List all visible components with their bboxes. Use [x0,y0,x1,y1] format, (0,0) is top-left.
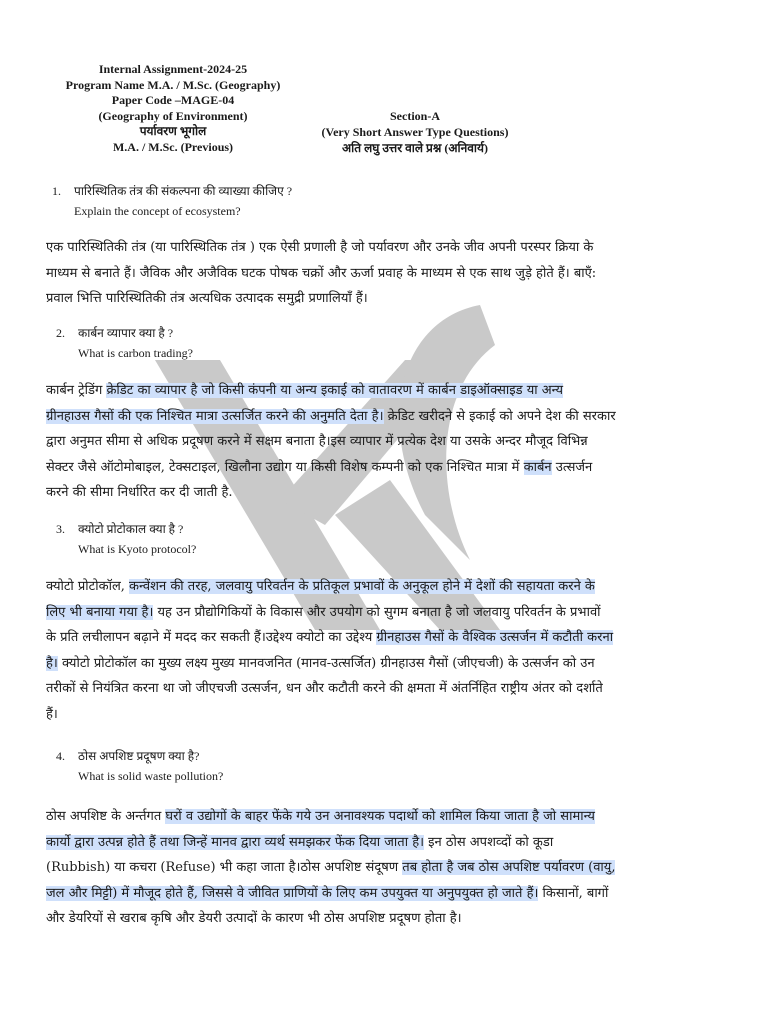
highlighted-text: ग्रीनहाउस गैसों की एक निश्चित मात्रा उत्सर्जित करने की अनुमति देता है। [46,408,384,424]
question-2 [56,323,193,363]
highlighted-text: घरों व उद्योगों के बाहर फेंके गये उन अनावश्यक पदार्थो को शामिल किया जाता है जो सामान्य [165,809,595,824]
answer-text: तरीकों से नियंत्रित करना था जो जीएचजी उत्सर्जन, धन और कटौती करने की क्षमता में अंतर्निहित राष्ट्रीय अंतर को दर्शाते [46,681,603,697]
answer-line [46,378,724,404]
question-hindi: ठोस अपशिष्ट प्रदूषण क्या है? [78,749,200,763]
answer-text: और डेयरियों से खराब कृषि और डेयरी उत्पादों के कारण भी ठोस अपशिष्ट प्रदूषण होता है। [46,911,462,927]
answer-text: क्रेडिट खरीदने से इकाई को अपने देश की सरकार [383,408,616,424]
answer-text: (Rubbish) या कचरा (Refuse) भी कहा जाता है।ठोस अपशिष्ट संदूषण [46,860,403,876]
section-subtitle: (Very Short Answer Type Questions) [321,125,509,139]
assignment-title: Internal Assignment-2024-25 [98,62,248,76]
question-1 [52,181,292,221]
answer-1 [46,235,724,312]
highlighted-text: कार्यो द्वारा उत्पन्न होते हैं तथा जिन्हें मानव द्वारा व्यर्थ समझकर फेंक दिया जाता है। [46,834,425,850]
answer-line [46,881,724,907]
question-number: 1. [52,184,61,198]
highlighted-text: लिए भी बनाया गया है। [46,604,154,620]
answer-line [46,261,724,287]
answer-3 [46,574,724,728]
answer-4 [46,804,724,932]
paper-subject: (Geography of Environment) [98,108,248,123]
question-hindi: पारिस्थितिक तंत्र की संकल्पना की व्याख्या कीजिए ? [74,184,293,198]
program-name: Program Name M.A. / M.Sc. (Geography) [65,77,281,92]
answer-text: ठोस अपशिष्ट के अर्न्तगत [46,809,166,824]
paper-subject-hindi: पर्यावरण भूगोल [139,124,207,138]
answer-text: इन ठोस अपशव्दों को कूडा [424,834,554,850]
highlighted-text: क्रेडिट का व्यापार है जो किसी कंपनी या अन्य इकाई को वातावरण में कार्बन डाइऑक्साइड या अन्य [106,383,564,398]
answer-line [46,235,724,261]
answer-text: किसानों, बागों [538,885,609,901]
paper-code: Paper Code –MAGE-04 [111,93,235,107]
question-number: 2. [56,326,65,340]
question-number: 3. [56,522,65,536]
question-english: What is Kyoto protocol? [78,542,197,556]
highlighted-text: जल और मिट्टी) में मौजूद होते हैं, जिससे वे जीवित प्राणियों के लिए कम उपयुक्त या अनुपयुक्त हो जाते हैं। [46,885,539,901]
answer-line [46,455,724,481]
highlighted-text: तब होता है जब ठोस अपशिष्ट पर्यावरण (वायु, [402,860,616,876]
answer-line [46,600,724,626]
section-header [300,108,530,156]
highlighted-text: कार्बन [523,459,552,475]
answer-line [46,625,724,651]
answer-text: माध्यम से बनाते हैं। जैविक और अजैविक घटक पोषक चक्रों और ऊर्जा प्रवाह के माध्यम से एक साथ जुड़े होते हैं। बाएँ: [46,265,597,281]
highlighted-text: है। [46,655,58,671]
question-hindi: क्योटो प्रोटोकाल क्या है ? [78,522,184,536]
course-level: M.A. / M.Sc. (Previous) [112,139,234,154]
answer-line [46,651,724,677]
answer-line [46,480,724,506]
highlighted-text: ग्रीनहाउस गैसों के वैश्विक उत्सर्जन में कटौती करना [376,630,614,646]
answer-line [46,404,724,430]
highlighted-text: कन्वेंशन की तरह, जलवायु परिवर्तन के प्रतिकूल प्रभावों के अनुकूल होने में देशों की सहायता करने के [129,579,595,594]
answer-text: करने की सीमा निर्धारित कर दी जाती है. [46,485,233,501]
answer-line [46,286,724,312]
answer-line [46,855,724,881]
answer-text: हैं। [46,706,58,722]
answer-line [46,906,724,932]
answer-2 [46,378,724,506]
answer-text: उत्सर्जन [551,459,593,475]
question-english: Explain the concept of ecosystem? [74,204,241,218]
question-english: What is solid waste pollution? [78,769,224,783]
question-3 [56,519,196,559]
answer-text: कार्बन ट्रेडिंग [46,383,107,398]
answer-text: के प्रति लचीलापन बढ़ाने में मदद कर सकती हैं।उद्देश्य क्योटो का उद्देश्य [46,630,377,646]
question-4 [56,746,223,786]
answer-text: एक पारिस्थितिकी तंत्र (या पारिस्थितिक तंत्र ) एक ऐसी प्रणाली है जो पर्यावरण और उनके जीव अपनी परस्पर क्रिया के [46,240,594,255]
section-subtitle-hindi: अति लघु उत्तर वाले प्रश्न (अनिवार्य) [341,141,489,155]
answer-text: प्रवाल भित्ति पारिस्थितिकी तंत्र अत्यधिक उत्पादक समुद्री प्रणालियाँ हैं। [46,291,368,307]
answer-line [46,574,724,600]
section-title: Section-A [390,109,440,123]
answer-line [46,702,724,728]
answer-text: द्वारा अनुमत सीमा से अधिक प्रदूषण करने में सक्षम बनाता है।इस व्यापार में प्रत्येक देश या उसके अन्दर मौजूद विभिन्न [46,434,588,450]
answer-line [46,429,724,455]
assignment-header [48,62,298,155]
answer-text: क्योटो प्रोटोकॉल का मुख्य लक्ष्य मुख्य मानवजनित (मानव-उत्सर्जित) ग्रीनहाउस गैसों (जीएचजी) के उत्सर्जन को उन [57,655,595,671]
answer-line [46,830,724,856]
answer-text: सेक्टर जैसे ऑटोमोबाइल, टेक्सटाइल, खिलौना उद्योग या किसी विशेष कम्पनी को एक निश्चित मात्रा में [46,459,524,475]
answer-line [46,676,724,702]
question-number: 4. [56,749,65,763]
answer-line [46,804,724,830]
answer-text: यह उन प्रौद्योगिकियों के विकास और उपयोग को सुगम बनाता है जो जलवायु परिवर्तन के प्रभावों [153,604,601,620]
question-english: What is carbon trading? [78,346,193,360]
question-hindi: कार्बन व्यापार क्या है ? [78,326,174,340]
answer-text: क्योटो प्रोटोकॉल, [46,579,130,594]
